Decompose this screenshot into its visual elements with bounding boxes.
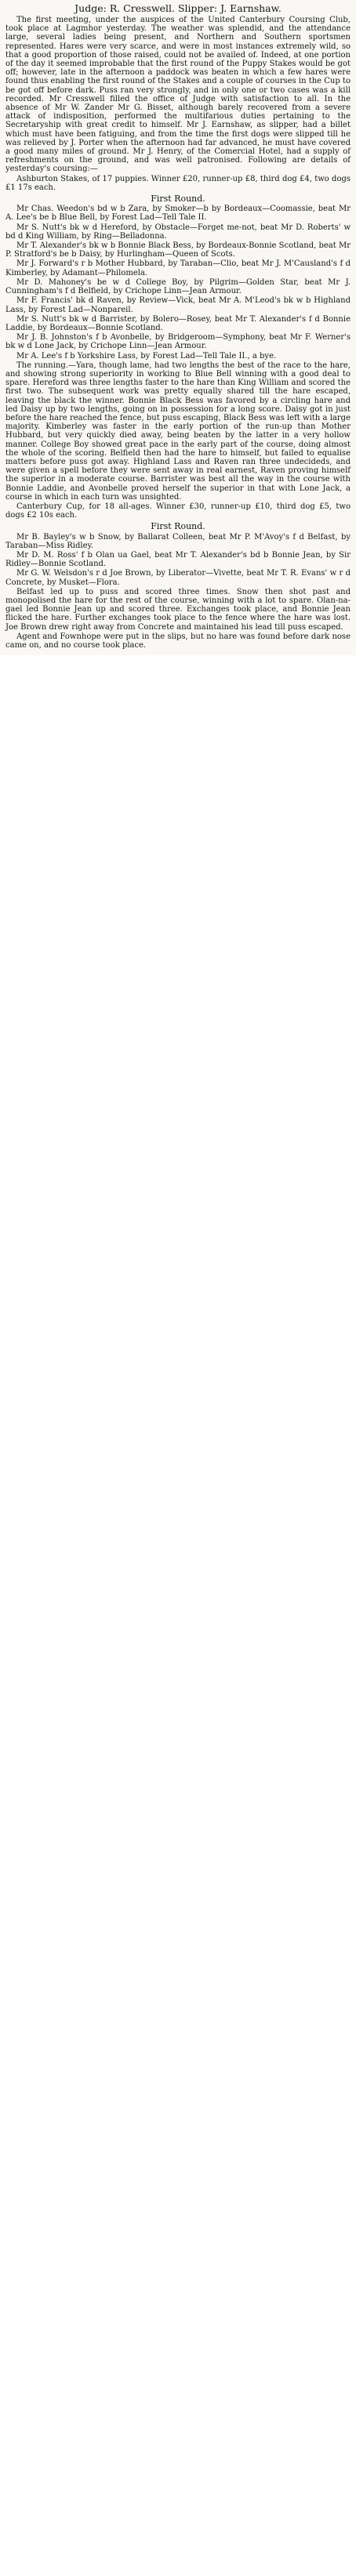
result-entry: Mr S. Nutt's bk w d Barrister, by Bolero—Rosey, beat Mr T. Alexander's f d Bonnie Laddie, by Bordeaux—Bonnie Scotland. [5,314,351,332]
result-entry: Mr J. Forward's r b Mother Hubbard, by Taraban—Clio, beat Mr J. M'Causland's f d Kimberley, by Adamant—Philomela. [5,259,351,277]
result-entry: Mr D. M. Ross' f b Olan ua Gael, beat Mr T. Alexander's bd b Bonnie Jean, by Sir Ridley—Bonnie Scotland. [5,550,351,569]
first-round-title: First Round. [151,194,205,205]
meeting-officials-heading: Judge: R. Cresswell. Slipper: J. Earnshaw. [74,2,282,14]
newspaper-column [0,0,356,655]
result-entry: Mr G. W. Welsdon's r d Joe Brown, by Liberator—Vivette, beat Mr T. R. Evans' w r d Concrete, by Musket—Flora. [5,569,351,587]
canterbury-cup-line: Canterbury Cup, for 18 all-ages. Winner £30, runner-up £10, third dog £5, two dogs £2 10s each. [5,502,351,520]
first-round-title: First Round. [151,521,205,532]
cup-narrative: Belfast led up to puss and scored three times. Snow then shot past and monopolised the hare for the rest of the course, winning with a lot to spare. Olan-na-gael led Bonnie Jean up and scored three. Exchanges took place, and Bonnie Jean flicked the hare. Further exchanges took place to the fence where the hare was lost. Joe Brown drew right away from Concrete and maintained his lead till puss escaped. [5,587,351,632]
result-entry: Mr Chas. Weedon's bd w b Zara, by Smoker—b by Bordeaux—Coomassie, beat Mr A. Lee's be b Blue Bell, by Forest Lad—Tell Tale II. [5,205,351,223]
result-entry: Mr J. B. Johnston's f b Avonbelle, by Bridgeroom—Symphony, beat Mr F. Werner's bk w d Lone Jack, by Crichope Linn—Jean Armour. [5,333,351,351]
intro-paragraph: The first meeting, under the auspices of the United Canterbury Coursing Club, took place at Lagmhor yesterday. The weather was splendid, and the attendance large, several ladies being present, and Northern and Southern sportsmen represented. Hares were very scarce, and were in most instances extremely wild, so that a good proportion of those raised, could not be availed of. Indeed, at one portion of the day it seemed improbable that the first round of the Puppy Stakes would be got off; however, late in the afternoon a paddock was beaten in which a few hares were found thus enabling the first round of the Stakes and a couple of courses in the Cup to be got off before dark. Puss ran very strongly, and in only one or two cases was a kill recorded. Mr Cresswell filled the office of Judge with satisfaction to all. In the absence of Mr W. Zander Mr G. Bisset, although barely recovered from a severe attack of indisposition, performed the multifarious duties pertaining to the Secretaryship with great credit to himself. Mr J. Earnshaw, as slipper, had a billet which must have been fatiguing, and from the time the first dogs were slipped till he was relieved by J. Porter when the afternoon had far advanced, he must have covered a good many miles of ground. Mr J. Henry, of the Comercial Hotel, had a supply of refreshments on the ground, and was well patronised. Following are details of yesterday's coursing:— [5,16,351,174]
result-entry: Mr D. Mahoney's be w d College Boy, by Pilgrim—Golden Star, beat Mr J. Cunningham's f d Belfield, by Crichope Linn—Jean Armour. [5,277,351,296]
result-entry: Mr B. Bayley's w b Snow, by Ballarat Colleen, beat Mr P. M'Avoy's f d Belfast, by Taraban—Miss Ridley. [5,532,351,550]
result-entry: Mr F. Francis' bk d Raven, by Review—Vick, beat Mr A. M'Leod's bk w b Highland Lass, by Forest Lad—Nonpareil. [5,296,351,314]
result-entry: Mr A. Lee's f b Yorkshire Lass, by Forest Lad—Tell Tale II., a bye. [16,351,277,360]
ashburton-stakes-line: Ashburton Stakes, of 17 puppies. Winner £20, runner-up £8, third dog £4, two dogs £1 17s each. [5,174,351,192]
running-narrative: The running.—Yara, though lame, had two lengths the best of the race to the hare, and showing strong superiority in working to Blue Bell winning with a good deal to spare. Hereford was three lengths faster to the hare than King William and scored the first two. The subsequent work was pretty equally shared till the hare escaped, leaving the black the winner. Bonnie Black Bess was favored by a circling hare and led Daisy up by two lengths, going on in possession for a long score. Daisy got in just before the hare reached the fence, but puss escaping, Black Bess was left with a large majority. Kimberley was faster in the early portion of the run-up than Mother Hubbard, but very quickly died away, being beaten by the latter in a very hollow manner. College Boy showed great pace in the early part of the course, doing almost the whole of the scoring. Belfield then had the hare to himself, but failed to equalise matters before puss got away. Highland Lass and Raven ran three undecideds, and were given a spell before they were sent away in real earnest, Raven proving himself the superior in a moderate course. Barrister was best all the way in the course with Bonnie Laddie, and Avonbelle proved herself the superior in that with Lone Jack, a course in which in each turn was unsighted. [5,360,351,502]
result-entry: Mr T. Alexander's bk w b Bonnie Black Bess, by Bordeaux-Bonnie Scotland, beat Mr P. Stratford's be b Daisy, by Hurlingham—Queen of Scots. [5,241,351,259]
closing-paragraph: Agent and Fownhope were put in the slips, but no hare was found before dark nose came on, and no course took place. [5,632,351,650]
result-entry: Mr S. Nutt's bk w d Hereford, by Obstacle—Forget me-not, beat Mr D. Roberts' w bd d King William, by Ring—Belladonna. [5,223,351,241]
